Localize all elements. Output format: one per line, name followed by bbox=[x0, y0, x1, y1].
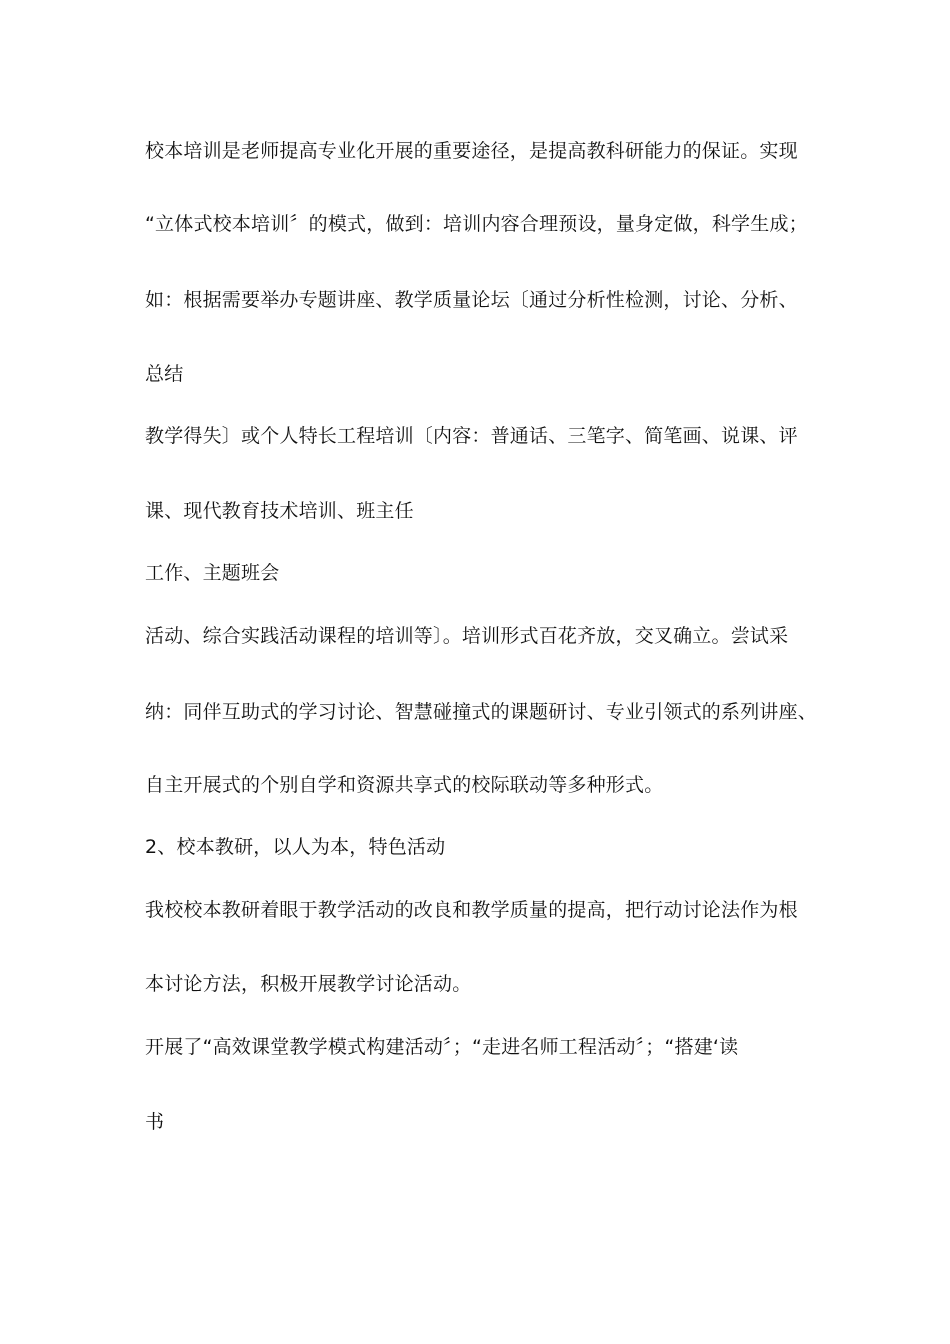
paragraph-line: 书 bbox=[145, 1111, 165, 1133]
paragraph-line: 课、现代教育技术培训、班主任 bbox=[145, 500, 414, 522]
paragraph-line: 本讨论方法，积极开展教学讨论活动。 bbox=[145, 973, 472, 995]
paragraph-line: 校本培训是老师提高专业化开展的重要途径，是提高教科研能力的保证。实现 bbox=[145, 140, 798, 162]
section-heading: 2、校本教研，以人为本，特色活动 bbox=[145, 836, 446, 858]
paragraph-line: 活动、综合实践活动课程的培训等〕。培训形式百花齐放，交叉确立。尝试采 bbox=[145, 625, 789, 647]
paragraph-line: 教学得失〕或个人特长工程培训〔内容：普通话、三笔字、简笔画、说课、评 bbox=[145, 425, 798, 447]
paragraph-line: 开展了“高效课堂教学模式构建活动〞；“走进名师工程活动〞；“搭建‘读 bbox=[145, 1036, 739, 1058]
paragraph-line: 总结 bbox=[145, 363, 184, 385]
paragraph-line: “立体式校本培训〞的模式，做到：培训内容合理预设，量身定做，科学生成； bbox=[145, 213, 808, 235]
paragraph-line: 自主开展式的个别自学和资源共享式的校际联动等多种形式。 bbox=[145, 774, 664, 796]
paragraph-line: 纳：同伴互助式的学习讨论、智慧碰撞式的课题研讨、专业引领式的系列讲座、 bbox=[145, 701, 818, 723]
paragraph-line: 我校校本教研着眼于教学活动的改良和教学质量的提高，把行动讨论法作为根 bbox=[145, 899, 798, 921]
paragraph-line: 如：根据需要举办专题讲座、教学质量论坛〔通过分析性检测，讨论、分析、 bbox=[145, 289, 798, 311]
paragraph-line: 工作、主题班会 bbox=[145, 562, 280, 584]
